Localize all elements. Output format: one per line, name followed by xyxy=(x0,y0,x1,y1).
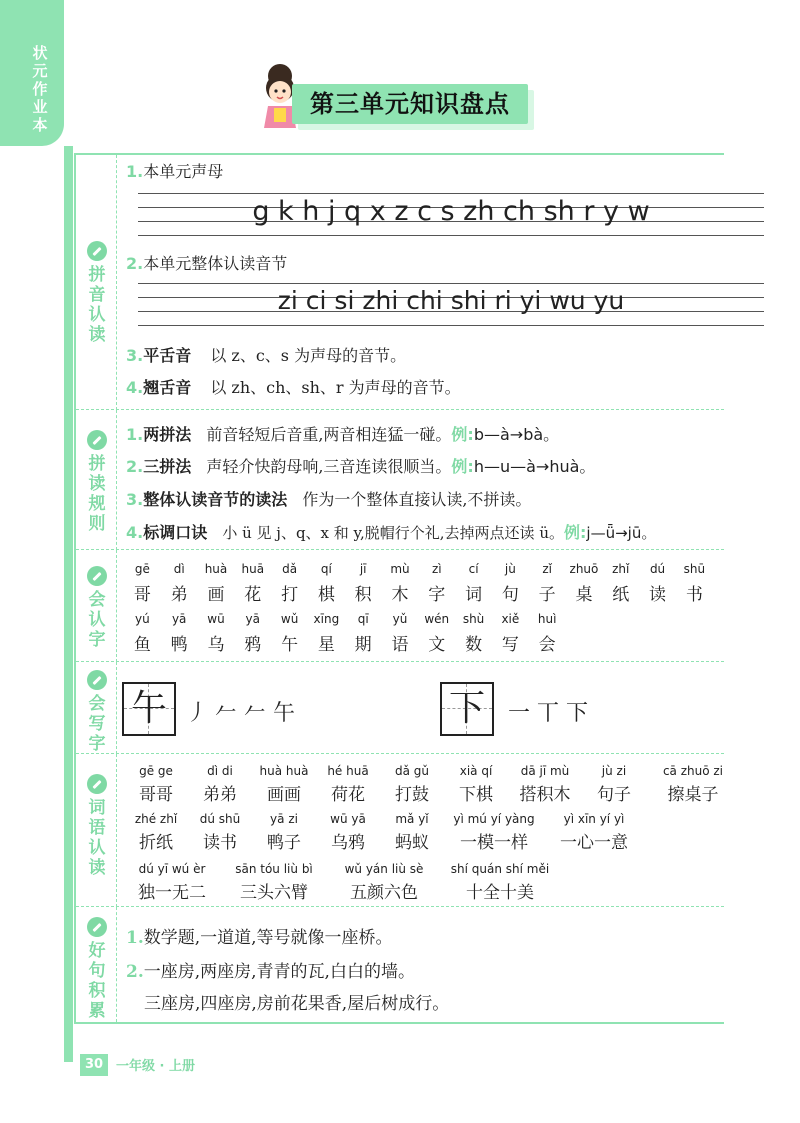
word-pinyin: xià qí xyxy=(459,764,493,778)
page-title: 第三单元知识盘点 xyxy=(310,90,510,118)
section-sentences xyxy=(76,907,724,1022)
character: 哥 xyxy=(133,585,151,605)
rule-text: 小 ü 见 j、q、x 和 y,脱帽行个礼,去掉两点还读 ü。 xyxy=(222,524,564,542)
character: 鱼 xyxy=(133,635,151,655)
word-pinyin: dú shū xyxy=(199,812,241,826)
section-label xyxy=(76,550,116,662)
pinyin: wǔ xyxy=(280,612,299,626)
pinyin: zhuō xyxy=(569,562,599,576)
word-pinyin: cā zhuō zi xyxy=(662,764,724,778)
word: 下棋 xyxy=(459,785,493,805)
section-label-text: 会写字 xyxy=(88,694,106,754)
word-pinyin-row-3 xyxy=(124,862,560,876)
character: 字 xyxy=(428,585,446,605)
word-pinyin: gē ge xyxy=(139,764,173,778)
write-char: 午 xyxy=(130,688,167,729)
item-number: 2. xyxy=(126,254,144,273)
pinyin: zhǐ xyxy=(612,562,630,576)
pencil-icon xyxy=(87,566,107,586)
character: 期 xyxy=(354,635,372,655)
rule-2 xyxy=(126,454,595,477)
side-tab xyxy=(0,0,64,146)
pinyin: jī xyxy=(359,562,367,576)
item-1 xyxy=(126,159,223,182)
word-pinyin: dā jī mù xyxy=(520,764,570,778)
sentence-2 xyxy=(126,957,415,982)
char-row-1 xyxy=(124,580,713,605)
word-pinyin: wǔ yán liù sè xyxy=(344,862,424,876)
character: 桌 xyxy=(575,585,593,605)
word: 搭积木 xyxy=(519,785,571,805)
word: 十全十美 xyxy=(466,883,534,903)
item-number: 1. xyxy=(126,162,144,181)
section-words xyxy=(76,754,724,907)
rule-title: 两拼法 xyxy=(143,425,192,444)
shengmu-list: g k h j q x z c s zh ch sh r y w xyxy=(252,196,650,227)
sentence-number: 2. xyxy=(126,962,144,982)
word-pinyin: jù zi xyxy=(601,764,627,778)
character: 棋 xyxy=(317,585,335,605)
word: 荷花 xyxy=(331,785,365,805)
pinyin: dǎ xyxy=(282,562,298,576)
character: 数 xyxy=(465,635,483,655)
pinyin: yú xyxy=(135,612,150,626)
word-pinyin: mǎ yǐ xyxy=(395,812,429,826)
word: 三头六臂 xyxy=(240,883,308,903)
word-row-3 xyxy=(124,878,560,903)
rule-number: 2. xyxy=(126,457,144,476)
sentence-number: 1. xyxy=(126,928,144,948)
char-row-2 xyxy=(124,630,566,655)
word-pinyin: dú yī wú èr xyxy=(138,862,206,876)
rule-text: 作为一个整体直接认读,不拼读。 xyxy=(302,490,532,509)
title-box xyxy=(292,84,528,124)
rule-title: 三拼法 xyxy=(143,457,192,476)
character: 句 xyxy=(501,585,519,605)
word-pinyin: yā zi xyxy=(270,812,298,826)
stroke-order: 丿 𠂉 𠂉 午 xyxy=(186,701,295,726)
pinyin: wū xyxy=(207,612,225,626)
shengmu-staff xyxy=(138,191,764,237)
pencil-icon xyxy=(87,774,107,794)
character: 书 xyxy=(685,585,703,605)
tianzige-box xyxy=(122,682,176,736)
character: 文 xyxy=(428,635,446,655)
pinyin: dú xyxy=(649,562,666,576)
rule-number: 3. xyxy=(126,490,144,509)
pinyin: qí xyxy=(320,562,332,576)
word: 打鼓 xyxy=(395,785,429,805)
word-pinyin-row-2 xyxy=(124,812,644,826)
character: 鸭 xyxy=(170,635,188,655)
word: 五颜六色 xyxy=(350,883,418,903)
word-pinyin: sān tóu liù bì xyxy=(235,862,313,876)
left-green-bar xyxy=(64,146,73,1062)
item-title: 本单元声母 xyxy=(143,162,224,181)
inner-divider xyxy=(116,907,117,1022)
pinyin: huā xyxy=(241,562,265,576)
word-pinyin-row-1 xyxy=(124,764,740,778)
syllables-staff xyxy=(138,281,764,327)
stroke-order: 一 丅 下 xyxy=(508,701,588,726)
side-tab-text: 状元作业本 xyxy=(32,44,48,134)
item-number: 3. xyxy=(126,346,144,365)
pinyin-row-1 xyxy=(124,562,713,576)
item-text: 以 zh、ch、sh、r 为声母的音节。 xyxy=(210,378,461,397)
page-number: 30 xyxy=(80,1054,108,1076)
pinyin: qī xyxy=(357,612,369,626)
example-label: 例: xyxy=(451,457,474,476)
inner-divider xyxy=(116,155,117,410)
character: 鸦 xyxy=(244,635,262,655)
word: 哥哥 xyxy=(139,785,173,805)
word: 一模一样 xyxy=(460,833,528,853)
word: 读书 xyxy=(203,833,237,853)
word-pinyin: dì di xyxy=(207,764,233,778)
frame-bottom-border xyxy=(74,1022,724,1024)
pinyin: dì xyxy=(173,562,185,576)
character: 弟 xyxy=(170,585,188,605)
section-label-text: 会认字 xyxy=(88,590,106,650)
word: 一心一意 xyxy=(560,833,628,853)
pinyin: yǔ xyxy=(392,612,408,626)
word-row-1 xyxy=(124,780,740,805)
word-pinyin: dǎ gǔ xyxy=(394,764,429,778)
section-label-text: 拼读规则 xyxy=(88,454,106,534)
pencil-icon xyxy=(87,670,107,690)
sentence-2-line-2: 三座房,四座房,房前花果香,屋后树成行。 xyxy=(144,994,450,1014)
character: 语 xyxy=(391,635,409,655)
example-text: b—à→bà。 xyxy=(473,425,560,444)
write-char: 下 xyxy=(448,688,485,729)
character: 星 xyxy=(317,635,335,655)
section-label xyxy=(76,907,116,1022)
word-pinyin: shí quán shí měi xyxy=(450,862,550,876)
sentence-1 xyxy=(126,923,393,948)
character: 木 xyxy=(391,585,409,605)
section-pinyin xyxy=(76,155,724,410)
sentence-text: 一座房,两座房,青青的瓦,白白的墙。 xyxy=(143,962,415,982)
word-pinyin: wū yā xyxy=(330,812,366,826)
character: 会 xyxy=(538,635,556,655)
rule-title: 整体认读音节的读法 xyxy=(143,490,288,509)
word-pinyin: hé huā xyxy=(327,764,369,778)
sentence-text: 数学题,一道道,等号就像一座桥。 xyxy=(143,928,393,948)
word: 乌鸦 xyxy=(331,833,365,853)
pencil-icon xyxy=(87,917,107,937)
inner-divider xyxy=(116,410,117,550)
word-pinyin: zhé zhǐ xyxy=(134,812,178,826)
pinyin-row-2 xyxy=(124,612,566,626)
word: 独一无二 xyxy=(138,883,206,903)
character: 午 xyxy=(281,635,299,655)
section-label xyxy=(76,410,116,550)
character: 读 xyxy=(649,585,667,605)
inner-divider xyxy=(116,662,117,754)
pinyin: cí xyxy=(468,562,479,576)
word: 鸭子 xyxy=(267,833,301,853)
item-title: 平舌音 xyxy=(143,346,192,365)
inner-divider xyxy=(116,550,117,662)
pinyin: zì xyxy=(431,562,442,576)
item-title: 本单元整体认读音节 xyxy=(143,254,288,273)
item-text: 以 z、c、s 为声母的音节。 xyxy=(210,346,407,365)
character: 子 xyxy=(538,585,556,605)
rule-4 xyxy=(126,520,656,543)
character: 纸 xyxy=(612,585,630,605)
item-2 xyxy=(126,251,287,274)
pinyin: yā xyxy=(245,612,261,626)
word: 弟弟 xyxy=(203,785,237,805)
word: 句子 xyxy=(597,785,631,805)
rule-1 xyxy=(126,422,559,445)
header xyxy=(250,62,550,132)
pencil-icon xyxy=(87,430,107,450)
item-number: 4. xyxy=(126,378,144,397)
rule-number: 4. xyxy=(126,523,144,542)
pinyin: huì xyxy=(537,612,557,626)
pinyin: shū xyxy=(683,562,706,576)
item-4 xyxy=(126,375,461,398)
grade-label: 一年级 · 上册 xyxy=(116,1059,195,1074)
tianzige-box xyxy=(440,682,494,736)
pinyin: zǐ xyxy=(542,562,552,576)
rule-3 xyxy=(126,487,531,510)
section-write xyxy=(76,662,724,754)
pinyin: huà xyxy=(204,562,228,576)
word: 擦桌子 xyxy=(667,785,719,805)
section-label xyxy=(76,754,116,907)
section-label xyxy=(76,155,116,410)
word-pinyin: yì xīn yí yì xyxy=(563,812,625,826)
pinyin: xiě xyxy=(501,612,520,626)
example-text: h—u—à→huà。 xyxy=(473,457,596,476)
character: 画 xyxy=(207,585,225,605)
pinyin: mù xyxy=(390,562,410,576)
character: 词 xyxy=(465,585,483,605)
example-label: 例: xyxy=(451,425,474,444)
rule-text: 前音轻短后音重,两音相连猛一碰。 xyxy=(206,425,452,444)
section-label xyxy=(76,662,116,754)
example-text: j—ǖ→jū。 xyxy=(586,524,657,542)
section-recognize xyxy=(76,550,724,662)
section-label-text: 词语认读 xyxy=(88,798,106,878)
example-label: 例: xyxy=(564,523,587,542)
character: 乌 xyxy=(207,635,225,655)
word: 折纸 xyxy=(139,833,173,853)
pinyin: shù xyxy=(462,612,485,626)
word-row-2 xyxy=(124,828,644,853)
character: 积 xyxy=(354,585,372,605)
word: 蚂蚁 xyxy=(395,833,429,853)
pinyin: gē xyxy=(134,562,150,576)
section-label-text: 好句积累 xyxy=(88,941,106,1021)
syllables-list: zi ci si zhi chi shi ri yi wu yu xyxy=(277,286,625,315)
pinyin: yā xyxy=(171,612,187,626)
pencil-icon xyxy=(87,241,107,261)
pinyin: jù xyxy=(504,562,516,576)
item-title: 翘舌音 xyxy=(143,378,192,397)
pinyin: wén xyxy=(424,612,450,626)
rule-number: 1. xyxy=(126,425,144,444)
inner-divider xyxy=(116,754,117,907)
section-label-text: 拼音认读 xyxy=(88,265,106,345)
section-rules xyxy=(76,410,724,550)
rule-text: 声轻介快韵母响,三音连读很顺当。 xyxy=(206,457,452,476)
character: 花 xyxy=(244,585,262,605)
character: 打 xyxy=(281,585,299,605)
word-pinyin: huà huà xyxy=(259,764,309,778)
pinyin: xīng xyxy=(313,612,340,626)
character: 写 xyxy=(501,635,519,655)
item-3 xyxy=(126,343,406,366)
rule-title: 标调口诀 xyxy=(143,523,208,542)
word: 画画 xyxy=(267,785,301,805)
word-pinyin: yì mú yí yàng xyxy=(453,812,535,826)
